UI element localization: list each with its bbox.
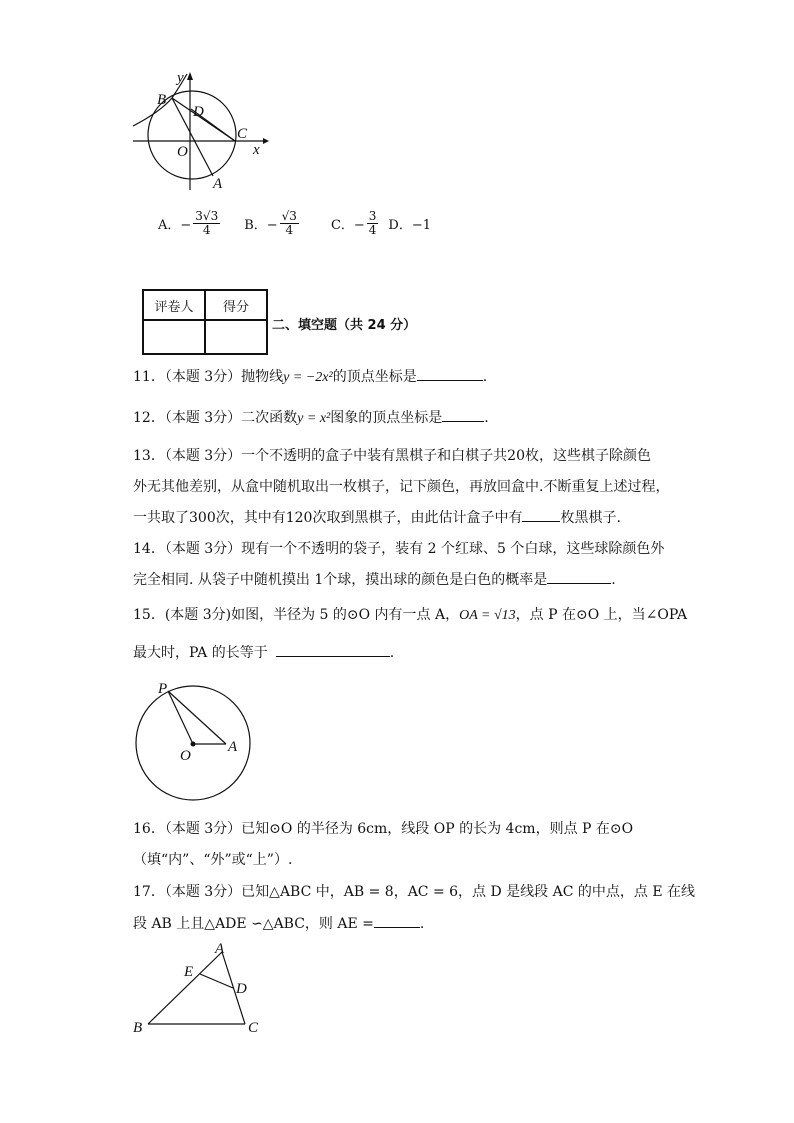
label-a-q17: A (215, 941, 225, 957)
answer-blank-12[interactable] (442, 407, 484, 422)
question-17-line-1: 17．（本题 3分）已知△ABC 中，AB = 8，AC = 6，点 D 是线段 AC 的中点，点 E 在线 (133, 884, 696, 900)
label-y: y (177, 70, 184, 86)
question-16-line-1: 16．（本题 3分）已知⊙O 的半径为 6cm，线段 OP 的长为 4cm，则点 P 在⊙O (133, 821, 634, 837)
x-axis-arrow (263, 138, 269, 144)
question-13-line-3: 一共取了300次，其中有120次取到黑棋子，由此估计盒子中有 枚黑棋子. (133, 507, 663, 528)
label-o-q15: O (180, 748, 191, 764)
choice-c-fraction: $\frac{3}{4}$ (368, 209, 377, 237)
score-table-header-score: 得分 (205, 290, 267, 320)
question-11: 11．（本题 3分）抛物线y = −2x²的顶点坐标是 . (133, 366, 663, 388)
score-table-header-grader: 评卷人 (143, 290, 205, 320)
question-13-line-2: 外无其他差别，从盒中随机取出一枚棋子，记下颜色，再放回盒中.不断重复上述过程， (133, 479, 670, 495)
answer-blank-11[interactable] (417, 366, 483, 381)
question-12: 12．（本题 3分）二次函数y = x²图象的顶点坐标是 . (133, 407, 663, 429)
label-c-q17: C (248, 1020, 259, 1036)
choice-b-fraction: $\frac{√3}{4}$ (281, 209, 297, 237)
label-p-q15: P (158, 681, 168, 697)
center-dot (191, 742, 196, 747)
figure-q15 (130, 678, 260, 808)
score-table (142, 289, 268, 355)
label-b-q17: B (133, 1020, 143, 1036)
label-a: A (213, 176, 223, 192)
answer-blank-14[interactable] (547, 569, 611, 584)
segment-ab (148, 952, 222, 1024)
y-axis-arrow (187, 72, 193, 80)
figure-circle-axes (125, 68, 275, 194)
segment-pa (168, 691, 226, 744)
choice-b-label: B．− (244, 218, 278, 233)
choice-a-fraction: $\frac{3√3}{4}$ (195, 209, 219, 237)
question-15-line-1: 15．(本题 3分)如图，半径为 5 的⊙O 内有一点 A，OA = √13，点 P 在⊙O 上，当∠OPA (133, 607, 688, 623)
label-d: D (193, 104, 204, 120)
answer-choices (158, 210, 431, 237)
choice-a-label: A．− (158, 218, 192, 233)
question-16-line-2: （填“内”、“外”或“上”）. (133, 852, 293, 868)
figure-q17 (130, 940, 270, 1040)
score-table-cell-grader (143, 320, 205, 354)
segment-po (168, 691, 193, 744)
question-14-line-2: 完全相同. 从袋子中随机摸出 1个球，摸出球的颜色是白色的概率是 . (133, 569, 663, 590)
question-13-line-1: 13．（本题 3分）一个不透明的盒子中装有黑棋子和白棋子共20枚，这些棋子除颜色 (133, 448, 651, 464)
label-e-q17: E (184, 964, 194, 980)
answer-blank-17[interactable] (374, 913, 420, 928)
label-o: O (177, 144, 188, 160)
answer-blank-15[interactable] (276, 642, 390, 657)
label-x: x (253, 142, 260, 158)
answer-blank-13[interactable] (522, 507, 560, 522)
segment-ed (200, 974, 233, 988)
question-17-line-2: 段 AB 上且△ADE ∽△ABC，则 AE = . (133, 913, 663, 934)
label-a-q15: A (228, 739, 238, 755)
label-b: B (157, 92, 167, 108)
choice-d: D．−1 (388, 218, 432, 233)
score-table-cell-score (205, 320, 267, 354)
choice-c-label: C．− (330, 218, 365, 233)
question-15-line-2: 最大时，PA 的长等于 . (133, 642, 663, 663)
section-title: 二、填空题（共 24 分） (272, 318, 417, 333)
label-c: C (237, 126, 248, 142)
label-d-q17: D (236, 981, 247, 997)
question-14-line-1: 14．（本题 3分）现有一个不透明的袋子，装有 2 个红球、5 个白球，这些球除颜色外 (133, 541, 665, 557)
